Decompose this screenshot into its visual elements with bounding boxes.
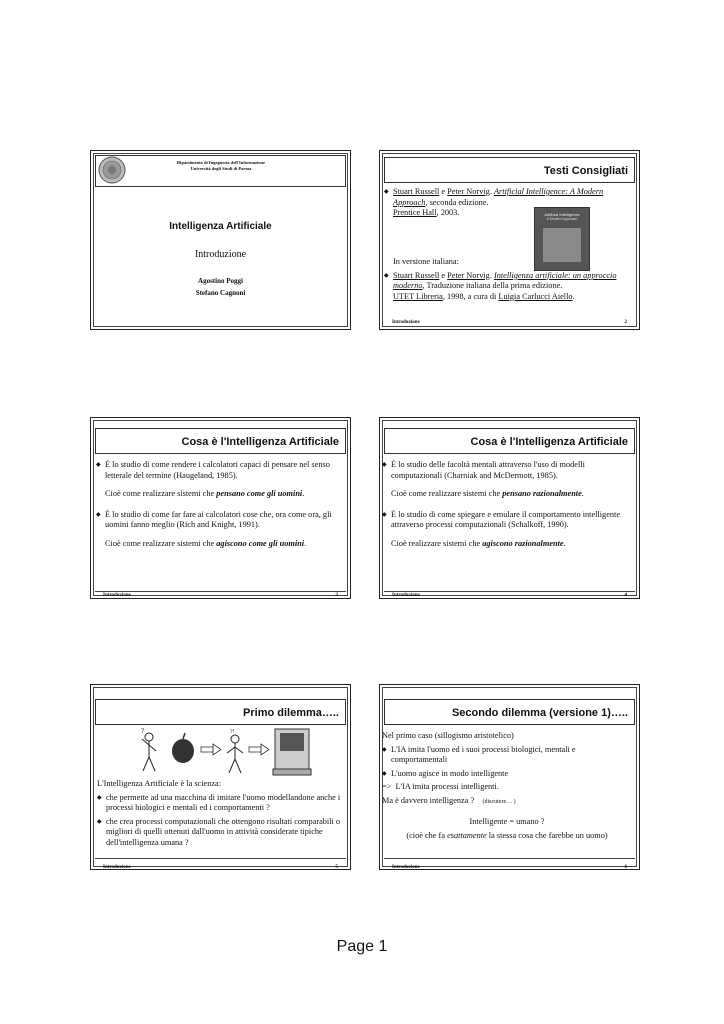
definition-note-1: Cioè come realizzare sistemi che pensano come gli uomini. [105, 489, 305, 498]
premise-2: ◆ L'uomo agisce in modo intelligente [382, 769, 632, 780]
italian-version-label: In versione italiana: [393, 257, 459, 266]
department-line-1: Dipartimento di Ingegneria dell'Informazione [176, 160, 266, 165]
idea-person-icon [227, 729, 243, 773]
slide-5 [90, 684, 351, 870]
svg-text:?: ? [141, 727, 145, 735]
department-line-2: Università degli Studi di Parma [190, 166, 252, 171]
premise-1: ◆ L'IA imita l'uomo ed i suoi processi biologici, mentali e comportamentali [382, 745, 632, 766]
definition-bullet-2: ◆ È lo studio di come far fare ai calcolatori cose che, ora come ora, gli uomini fanno meglio (Rich and Knight, 1991). [96, 510, 341, 531]
conclusion: => L'IA imita processi intelligenti. [382, 782, 499, 791]
definition-bullet-2: ◆ È lo studio di come spiegare e emulare il comportamento intelligente attraverso processi computazionali (Schalkoff, 1990). [382, 510, 627, 531]
footer-rule [384, 591, 635, 592]
university-seal-icon [97, 156, 127, 184]
slide-title: Secondo dilemma (versione 1)….. [384, 699, 635, 725]
slide-title: Cosa è l'Intelligenza Artificiale [95, 428, 346, 454]
computer-icon [273, 729, 311, 775]
apple-icon [172, 733, 194, 763]
footer-rule [95, 591, 346, 592]
definition-bullet-1: ◆ È lo studio delle facoltà mentali attraverso l'uso di modelli computazionali (Charniak and McDermott, 1985). [382, 460, 627, 481]
author-1: Agostino Poggi [198, 277, 243, 285]
dilemma-illustration [137, 727, 317, 777]
dilemma-intro: L'Intelligenza Artificiale è la scienza: [97, 779, 222, 788]
slide-title: Intelligenza Artificiale [169, 221, 272, 232]
dilemma-option-2: ◆ che crea processi computazionali che ottengono risultati comparabili o migliori di quelli ottenuti dall'uomo in attività considerate tipiche dell'intelligenza umana ? [97, 817, 345, 849]
reference-italian: ◆ Stuart Russell e Peter Norvig. Intelligenza artificiale: un approccio moderno, Traduzione italiana della prima edizione. UTET Libreria, 1998, a cura di Luigia Carlucci Aiello. [384, 271, 624, 303]
equation: Intelligente = umano ? [469, 817, 545, 826]
slide-footer: Introduzione 3 [103, 593, 338, 598]
slide-4 [379, 417, 640, 599]
page-number: Page 1 [336, 938, 388, 955]
slide-3 [90, 417, 351, 599]
definition-bullet-1: ◆ È lo studio di come rendere i calcolatori capaci di pensare nel senso letterale del termine (Haugeland, 1985). [96, 460, 341, 481]
thinking-person-icon [141, 727, 156, 771]
slide-1 [90, 150, 351, 330]
footer-rule [384, 858, 635, 859]
slide-footer: Introduzione 5 [103, 865, 338, 870]
author-2: Stefano Cagnoni [195, 289, 246, 297]
slide-6 [379, 684, 640, 870]
slide-footer: Introduzione 2 [392, 320, 627, 325]
dilemma-intro: Nel primo caso (sillogismo aristotelico) [382, 731, 514, 740]
definition-note-1: Cioè come realizzare sistemi che pensano razionalmente. [391, 489, 584, 498]
slide-subtitle: Introduzione [194, 249, 247, 260]
slide-footer: Introduzione 4 [392, 593, 627, 598]
arrow-icon [249, 744, 269, 755]
slide-title: Primo dilemma….. [95, 699, 346, 725]
question: Ma è davvero intelligenza ? (discutere… ) [382, 795, 516, 805]
arrow-icon [201, 744, 221, 755]
book-cover-image: Artificial Intelligence A Modern Approach [534, 207, 590, 271]
footer-rule [95, 858, 346, 859]
svg-text:?!: ?! [230, 729, 235, 735]
definition-note-2: Cioè realizzare sistemi che agiscono razionalmente. [391, 538, 566, 548]
slide-footer: Introduzione 6 [392, 865, 627, 870]
reference-english: ◆ Stuart Russell e Peter Norvig. Artificial Intelligence: A Modern Approach, seconda edizione. Prentice Hall, 2003. [384, 187, 619, 219]
slide-title: Testi Consigliati [384, 157, 635, 183]
equation-explanation: (cioè che fa esattamente la stessa cosa che farebbe un uomo) [406, 830, 608, 840]
dilemma-option-1: ◆ che permette ad una macchina di imitare l'uomo modellandone anche i processi biologici e mentali ed i comportamenti ? [97, 793, 345, 814]
definition-note-2: Cioè come realizzare sistemi che agiscono come gli uomini. [105, 538, 307, 548]
slide-title: Cosa è l'Intelligenza Artificiale [384, 428, 635, 454]
slide-2 [379, 150, 640, 330]
